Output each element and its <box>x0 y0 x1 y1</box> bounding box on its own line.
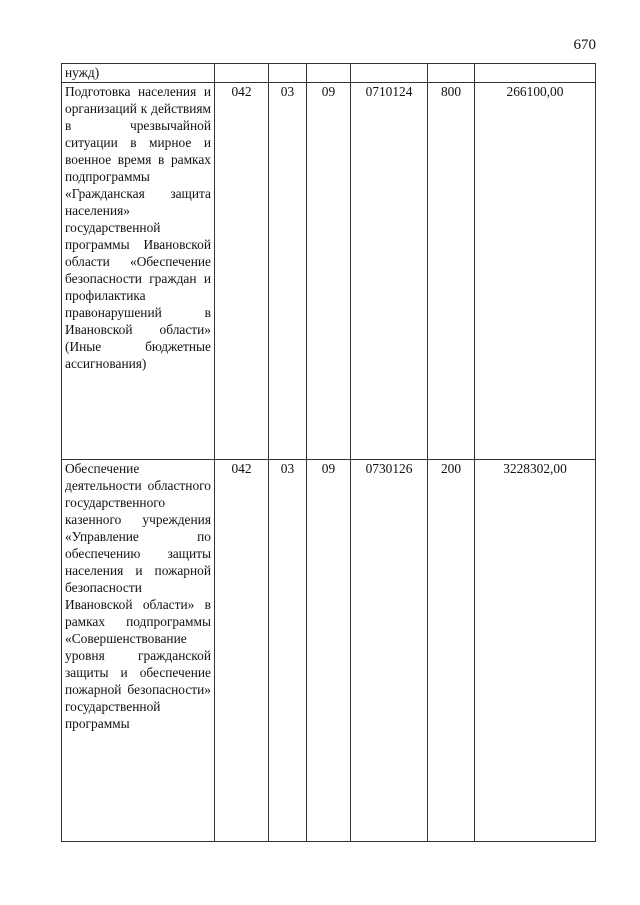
expense-type-cell: 800 <box>428 83 475 460</box>
page-number: 670 <box>573 37 596 53</box>
target-code-cell <box>351 64 428 83</box>
subsection-code-cell <box>307 64 351 83</box>
expense-type-cell: 200 <box>428 460 475 842</box>
amount-cell: 3228302,00 <box>475 460 596 842</box>
expense-name-cell: нужд) <box>62 64 215 83</box>
budget-table <box>61 63 596 842</box>
table-row <box>62 83 596 460</box>
target-code-cell: 0730126 <box>351 460 428 842</box>
target-code-cell: 0710124 <box>351 83 428 460</box>
subsection-code-cell: 09 <box>307 83 351 460</box>
expense-name-cell: Подготовка населения и организаций к действиям в чрезвычайной ситуации в мирное и военное время в рамках подпрограммы «Гражданская защита населения» государственной программы Ивановской области «Обеспечение безопасности граждан и профилактика правонарушений в Ивановской области» (Иные бюджетные ассигнования) <box>62 83 215 460</box>
table-row <box>62 460 596 842</box>
amount-cell <box>475 64 596 83</box>
section-code-cell <box>269 64 307 83</box>
admin-code-cell: 042 <box>215 460 269 842</box>
amount-cell: 266100,00 <box>475 83 596 460</box>
table-row <box>62 64 596 83</box>
section-code-cell: 03 <box>269 460 307 842</box>
expense-type-cell <box>428 64 475 83</box>
admin-code-cell <box>215 64 269 83</box>
subsection-code-cell: 09 <box>307 460 351 842</box>
admin-code-cell: 042 <box>215 83 269 460</box>
expense-name-cell: Обеспечение деятельности областного государственного казенного учреждения «Управление по обеспечению защиты населения и пожарной безопасности Ивановской области» в рамках подпрограммы «Совершенствование уровня гражданской защиты и обеспечение пожарной безопасности» государственной программы <box>62 460 215 842</box>
section-code-cell: 03 <box>269 83 307 460</box>
